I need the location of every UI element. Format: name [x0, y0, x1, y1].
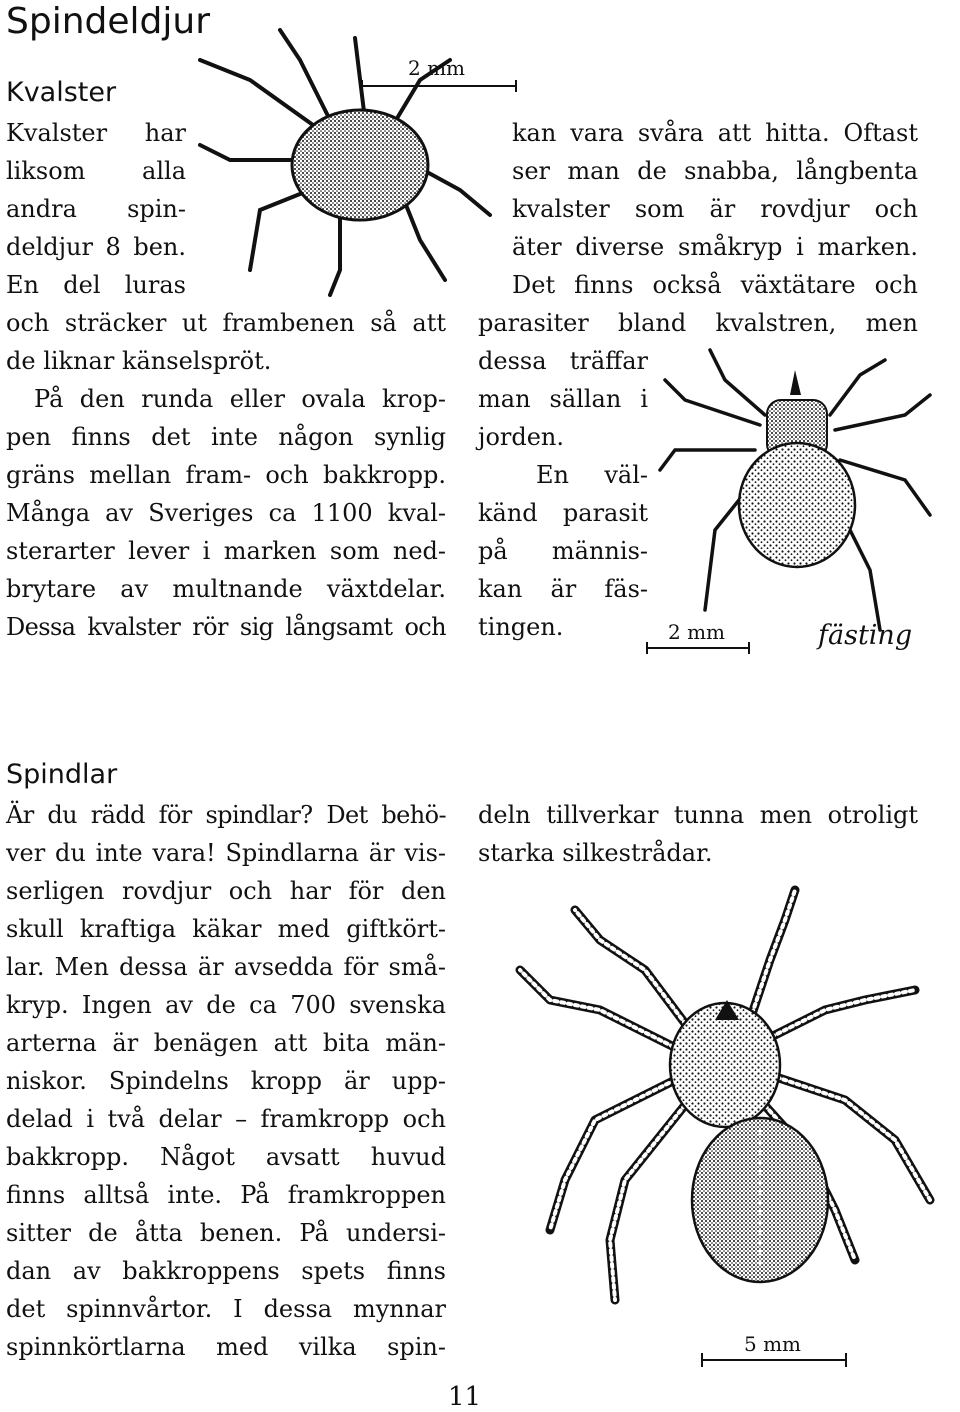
text-line: äter diverse småkryp i marken. — [512, 233, 918, 261]
text-line: jorden. — [478, 423, 565, 451]
text-line: delad i två delar – framkropp och — [6, 1105, 446, 1133]
text-line: de liknar känselspröt. — [6, 347, 272, 375]
text-line: arterna är benägen att bita män- — [6, 1029, 446, 1057]
text-line: kan vara svåra att hitta. Oftast — [512, 119, 918, 147]
text-line: En väl- — [536, 461, 648, 489]
text-line: Dessa kvalster rör sig långsamt och — [6, 613, 446, 641]
text-line: dessa träffar — [478, 347, 648, 375]
text-line: parasiter bland kvalstren, men — [478, 309, 918, 337]
text-line: liksom alla — [6, 157, 186, 185]
text-line: ser man de snabba, långbenta — [512, 157, 918, 185]
text-line: lar. Men dessa är avsedda för små- — [6, 953, 446, 981]
page-number: 11 — [448, 1382, 482, 1412]
text-line: serligen rovdjur och har för den — [6, 877, 446, 905]
mite-scale-label: 2 mm — [408, 56, 466, 80]
text-line: tingen. — [478, 613, 564, 641]
text-line: Många av Sveriges ca 1100 kval- — [6, 499, 446, 527]
text-line: kan är fäs- — [478, 575, 648, 603]
text-line: andra spin- — [6, 195, 186, 223]
text-line: kvalster som är rovdjur och — [512, 195, 918, 223]
text-line: sterarter lever i marken som ned- — [6, 537, 446, 565]
text-line: dan av bakkroppens spets finns — [6, 1257, 446, 1285]
text-line: det spinnvårtor. I dessa mynnar — [6, 1295, 446, 1323]
text-line: starka silkestrådar. — [478, 839, 713, 867]
section-heading-kvalster: Kvalster — [6, 77, 117, 108]
text-line: deln tillverkar tunna men otroligt — [478, 801, 918, 829]
text-line: Det finns också växtätare och — [512, 271, 918, 299]
text-line: på männis- — [478, 537, 648, 565]
text-line: deldjur 8 ben. — [6, 233, 186, 261]
text-line: En del luras — [6, 271, 186, 299]
text-line: På den runda eller ovala krop- — [34, 385, 446, 413]
text-line: spinnkörtlarna med vilka spin- — [6, 1333, 446, 1361]
text-line: Kvalster har — [6, 119, 186, 147]
tick-scale-label: 2 mm — [668, 620, 726, 644]
text-line: sitter de åtta benen. På undersi- — [6, 1219, 446, 1247]
spider-scale-label: 5 mm — [744, 1332, 802, 1356]
text-line: skull kraftiga käkar med giftkört- — [6, 915, 446, 943]
text-line: gräns mellan fram- och bakkropp. — [6, 461, 446, 489]
tick-caption: fästing — [818, 620, 913, 651]
text-line: finns alltså inte. På framkroppen — [6, 1181, 446, 1209]
page-title: Spindeldjur — [6, 1, 210, 42]
text-line: Är du rädd för spindlar? Det behö- — [6, 801, 446, 829]
text-line: känd parasit — [478, 499, 648, 527]
spider-illustration — [505, 880, 945, 1330]
text-line: pen finns det inte någon synlig — [6, 423, 446, 451]
section-heading-spindlar: Spindlar — [6, 759, 118, 790]
text-line: brytare av multnande växtdelar. — [6, 575, 446, 603]
text-line: niskor. Spindelns kropp är upp- — [6, 1067, 446, 1095]
text-line: kryp. Ingen av de ca 700 svenska — [6, 991, 446, 1019]
text-line: man sällan i — [478, 385, 648, 413]
text-line: ver du inte vara! Spindlarna är vis- — [6, 839, 446, 867]
text-line: bakkropp. Något avsatt huvud — [6, 1143, 446, 1171]
tick-illustration — [655, 340, 945, 640]
text-line: och sträcker ut frambenen så att — [6, 309, 446, 337]
